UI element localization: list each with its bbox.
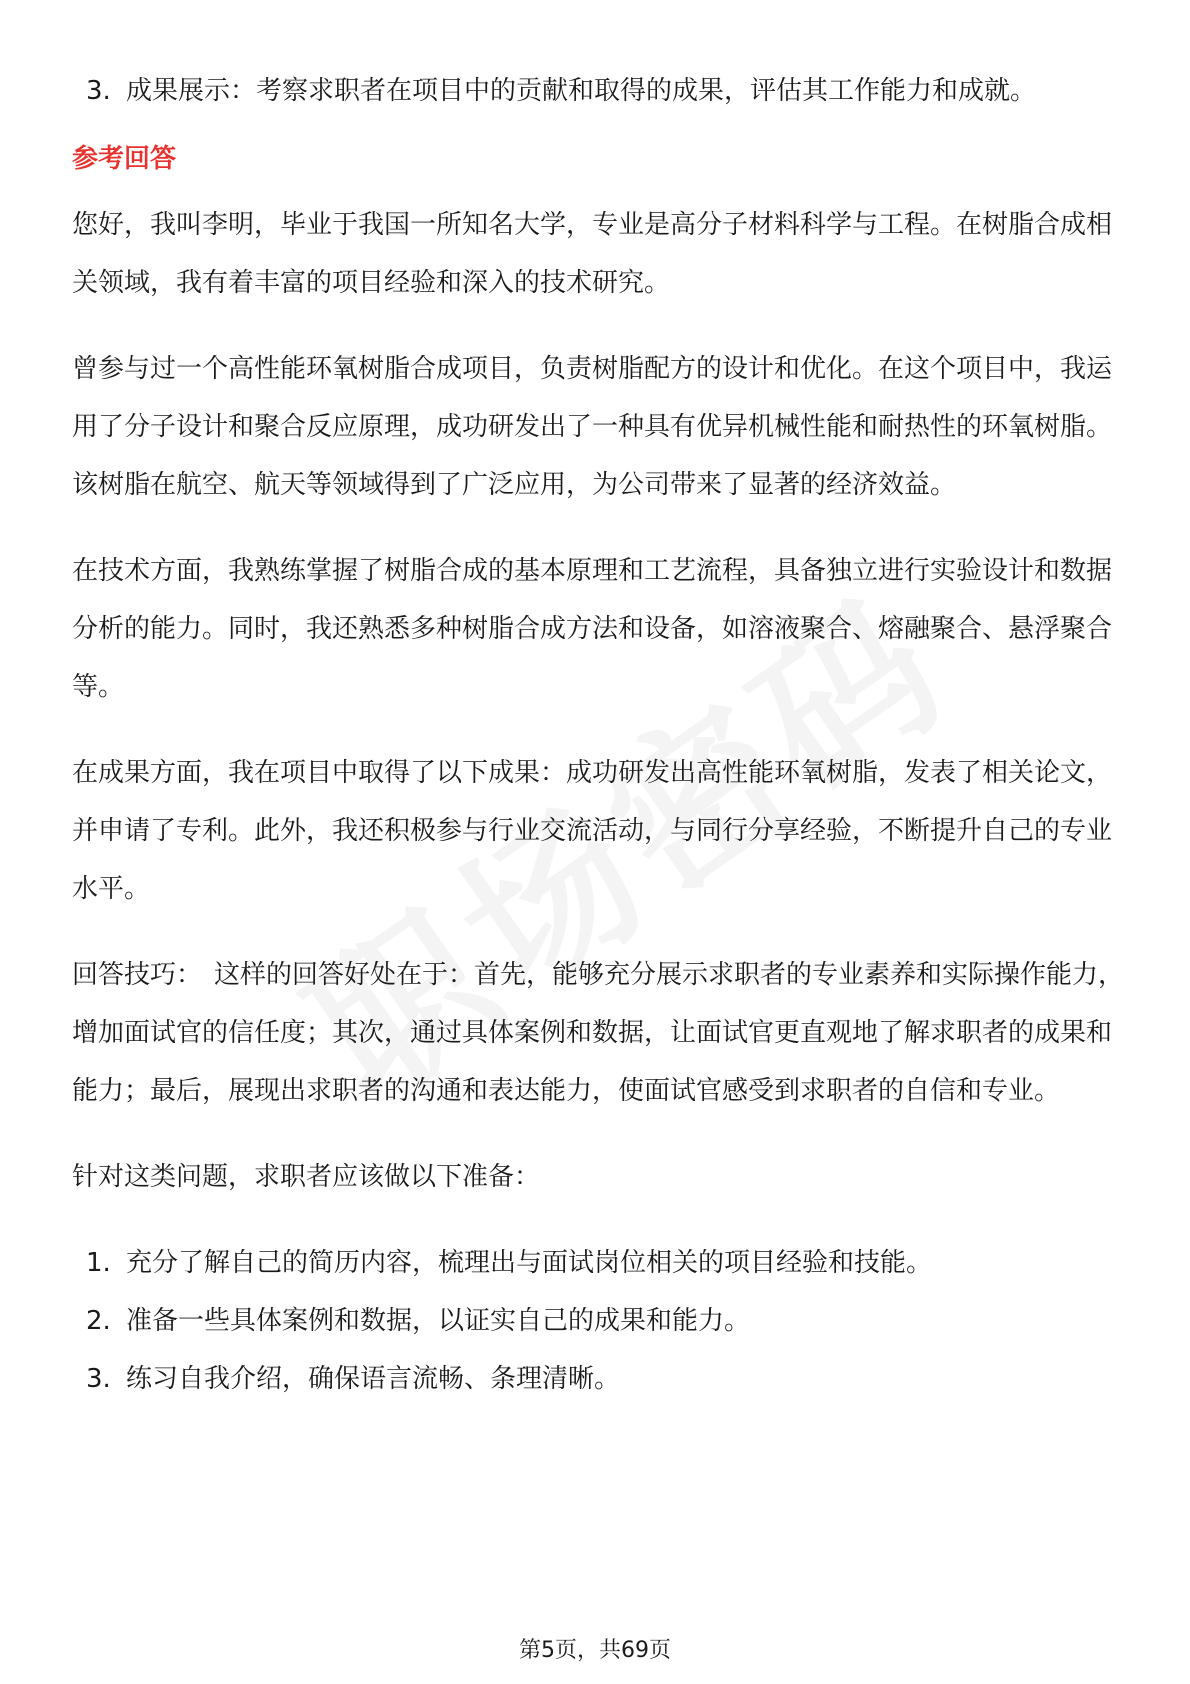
tips-text: 这样的回答好处在于：首先，能够充分展示求职者的专业素养和实际操作能力，增加面试官的信任度；其次，通过具体案例和数据，让面试官更直观地了解求职者的成果和能力；最后，展现出求职者的沟通和表达能力，使面试官感受到求职者的自信和专业。 xyxy=(72,960,1125,1106)
list-item-number: 1. xyxy=(86,1248,111,1278)
page-footer: 第5页，共69页 xyxy=(519,1638,671,1663)
list-item xyxy=(72,1234,1128,1292)
document-body xyxy=(72,62,1128,1408)
list-item-number: 3. xyxy=(86,76,111,106)
list-item-text: 准备一些具体案例和数据，以证实自己的成果和能力。 xyxy=(126,1306,751,1336)
answer-paragraph: 曾参与过一个高性能环氧树脂合成项目，负责树脂配方的设计和优化。在这个项目中，我运用了分子设计和聚合反应原理，成功研发出了一种具有优异机械性能和耐热性的环氧树脂。该树脂在航空、航天等领域得到了广泛应用，为公司带来了显著的经济效益。 xyxy=(72,354,1113,500)
answer-paragraph: 在成果方面，我在项目中取得了以下成果：成功研发出高性能环氧树脂，发表了相关论文，并申请了专利。此外，我还积极参与行业交流活动，与同行分享经验，不断提升自己的专业水平。 xyxy=(72,758,1113,904)
list-item xyxy=(72,1292,1128,1350)
list-item-number: 3. xyxy=(86,1364,111,1394)
list-item xyxy=(72,1350,1128,1408)
intro-list xyxy=(72,62,1128,120)
list-item-number: 2. xyxy=(86,1306,111,1336)
prep-list xyxy=(72,1234,1128,1408)
list-item-text: 充分了解自己的简历内容，梳理出与面试岗位相关的项目经验和技能。 xyxy=(126,1248,933,1278)
tips-paragraph xyxy=(72,946,1128,1120)
tips-label: 回答技巧： xyxy=(72,960,203,990)
section-heading: 参考回答 xyxy=(72,144,177,174)
list-item-text: 练习自我介绍，确保语言流畅、条理清晰。 xyxy=(126,1364,621,1394)
answer-paragraph: 在技术方面，我熟练掌握了树脂合成的基本原理和工艺流程，具备独立进行实验设计和数据分析的能力。同时，我还熟悉多种树脂合成方法和设备，如溶液聚合、熔融聚合、悬浮聚合等。 xyxy=(72,556,1113,702)
answer-paragraph: 您好，我叫李明，毕业于我国一所知名大学，专业是高分子材料科学与工程。在树脂合成相关领域，我有着丰富的项目经验和深入的技术研究。 xyxy=(72,210,1113,298)
list-item xyxy=(72,62,1128,120)
prep-intro: 针对这类问题，求职者应该做以下准备： xyxy=(72,1162,541,1192)
list-item-text: 成果展示：考察求职者在项目中的贡献和取得的成果，评估其工作能力和成就。 xyxy=(126,76,1037,106)
